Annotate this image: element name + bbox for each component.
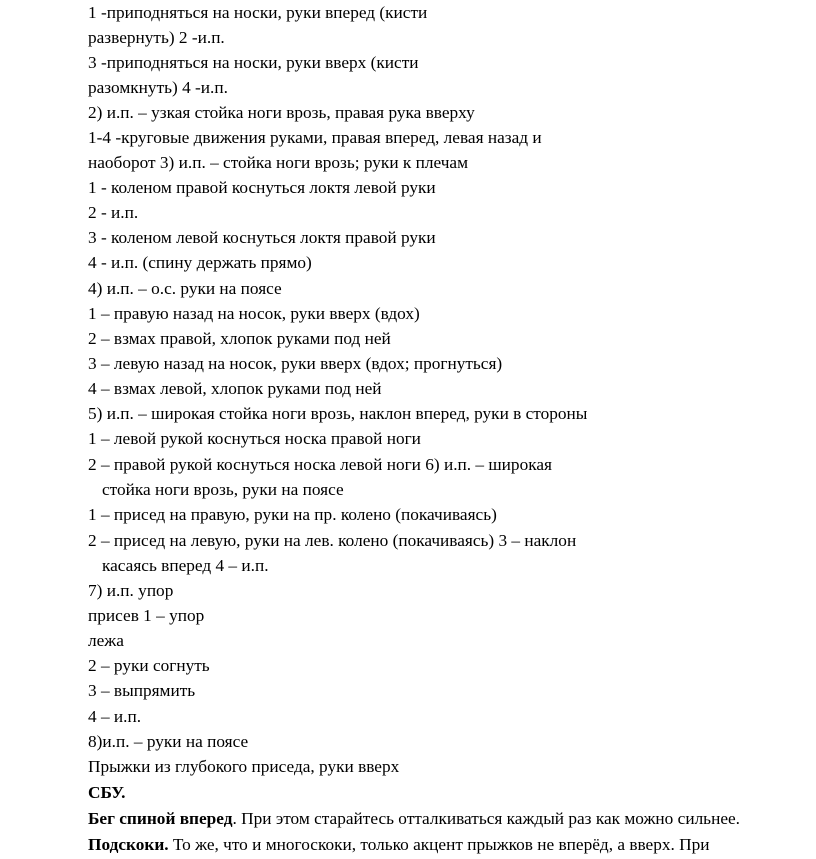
text-line: разомкнуть) 4 -и.п.	[88, 78, 228, 97]
text-line: 2 - и.п.	[88, 203, 139, 222]
text-line: 2) и.п. – узкая стойка ноги врозь, правая рука вверху	[88, 103, 475, 122]
text-line: 1 -приподняться на носки, руки вперед (кисти	[88, 3, 428, 22]
text-line: наоборот 3) и.п. – стойка ноги врозь; руки к плечам	[88, 153, 469, 172]
text-line: стойка ноги врозь, руки на поясе	[102, 480, 344, 499]
text-line: Прыжки из глубокого приседа, руки вверх	[88, 757, 400, 776]
text-line: 3 -приподняться на носки, руки вверх (кисти	[88, 53, 419, 72]
text-line: 2 – правой рукой коснуться носка левой ноги 6) и.п. – широкая	[88, 455, 552, 474]
text-line: 5) и.п. – широкая стойка ноги врозь, наклон вперед, руки в стороны	[88, 404, 588, 423]
text-line: присев 1 – упор	[88, 606, 205, 625]
text-line: 1 – присед на правую, руки на пр. колено (покачиваясь)	[88, 505, 497, 524]
text-line: 1 – левой рукой коснуться носка правой ноги	[88, 429, 421, 448]
text-line: 3 – левую назад на носок, руки вверх (вдох; прогнуться)	[88, 354, 503, 373]
paragraph-skips	[88, 834, 710, 856]
text-line: 1-4 -круговые движения руками, правая вперед, левая назад и	[88, 128, 542, 147]
text-line: 2 – взмах правой, хлопок руками под ней	[88, 329, 391, 348]
text-line: 1 - коленом правой коснуться локтя левой руки	[88, 178, 436, 197]
text-line: 3 – выпрямить	[88, 681, 196, 700]
text-line: 1 – правую назад на носок, руки вверх (вдох)	[88, 304, 420, 323]
paragraph-back-running	[88, 808, 740, 830]
text-line: 4 - и.п. (спину держать прямо)	[88, 253, 312, 272]
text-line: касаясь вперед 4 – и.п.	[102, 556, 269, 575]
text-line: 4) и.п. – о.с. руки на поясе	[88, 279, 282, 298]
text-line: 7) и.п. упор	[88, 581, 174, 600]
text-line: 8)и.п. – руки на поясе	[88, 732, 249, 751]
text-line: 2 – руки согнуть	[88, 656, 210, 675]
section-heading: СБУ.	[88, 783, 126, 802]
text-line: развернуть) 2 -и.п.	[88, 28, 225, 47]
paragraph-term: Подскоки.	[88, 835, 169, 854]
text-line: 3 - коленом левой коснуться локтя правой руки	[88, 228, 436, 247]
paragraph-text: То же, что и многоскоки, только акцент прыжков не вперёд, а вверх. При	[168, 835, 710, 854]
paragraph-term: Бег спиной вперед	[88, 809, 233, 828]
text-line: 4 – и.п.	[88, 707, 142, 726]
text-line: 2 – присед на левую, руки на лев. колено (покачиваясь) 3 – наклон	[88, 531, 577, 550]
paragraph-text: . При этом старайтесь отталкиваться каждый раз как можно сильнее.	[232, 809, 740, 828]
text-line: 4 – взмах левой, хлопок руками под ней	[88, 379, 382, 398]
text-line: лежа	[88, 631, 124, 650]
